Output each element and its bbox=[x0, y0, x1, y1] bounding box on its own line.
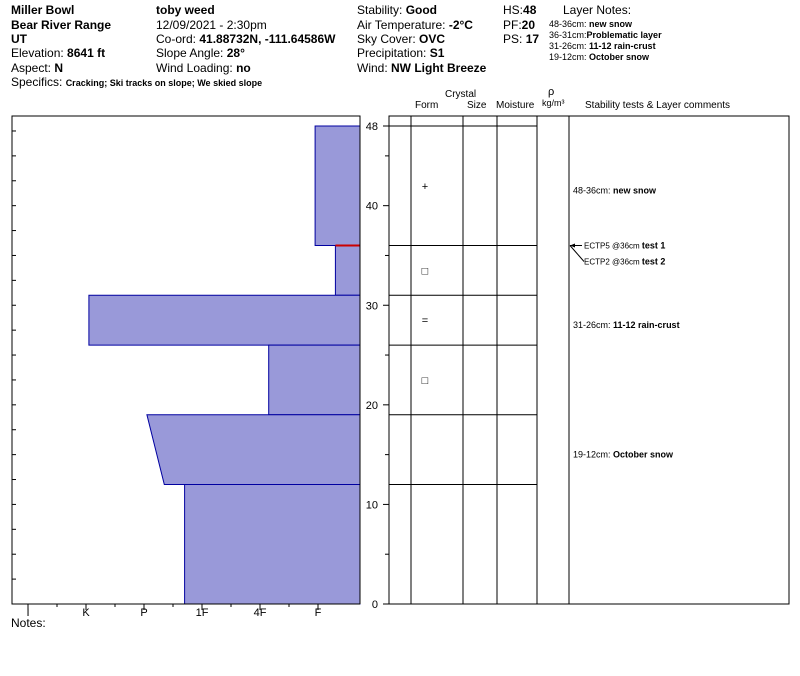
specifics-value: Cracking; Ski tracks on slope; We skied slope bbox=[65, 78, 263, 88]
hardness-tick-label: I bbox=[26, 607, 30, 619]
slope-value: 28° bbox=[226, 46, 245, 60]
notes-label: Notes: bbox=[11, 616, 46, 630]
height-tick-label: 0 bbox=[371, 599, 378, 611]
stability-value: Good bbox=[405, 3, 438, 17]
hardness-layer-bar bbox=[185, 485, 360, 605]
height-tick-label: 20 bbox=[365, 399, 378, 412]
hardness-tick-label: P bbox=[140, 607, 148, 619]
elevation-label: Elevation: bbox=[11, 46, 68, 60]
location-name: Miller Bowl bbox=[11, 3, 75, 17]
specifics-label: Specifics: bbox=[11, 75, 66, 89]
coord-value: 41.88732N, -111.64586W bbox=[199, 32, 336, 46]
hardness-layer-bar bbox=[335, 246, 360, 296]
grain-form-symbol: □ bbox=[421, 265, 429, 278]
wind-loading-value: no bbox=[236, 61, 251, 75]
layer-note-range: 31-26cm: bbox=[549, 41, 590, 51]
layer-note-range: 48-36cm: bbox=[549, 19, 590, 29]
sky-label: Sky Cover: bbox=[357, 32, 420, 46]
layer-comment-range: 48-36cm: bbox=[573, 185, 614, 196]
layer-comment bbox=[573, 450, 674, 460]
observer-name: toby weed bbox=[156, 3, 215, 17]
hs-label: HS: bbox=[503, 3, 524, 17]
sky-value: OVC bbox=[419, 32, 446, 46]
layer-notes-title: Layer Notes: bbox=[563, 3, 632, 17]
ps-label: PS: bbox=[503, 32, 526, 46]
air-temp-value: -2°C bbox=[448, 18, 473, 32]
stability-label: Stability: bbox=[357, 3, 406, 17]
layer-comment-text: new snow bbox=[613, 185, 657, 196]
stability-test-result: ECTP2 @36cm bbox=[584, 257, 642, 267]
hardness-tick-label: F bbox=[314, 607, 322, 619]
col-rho: ρ bbox=[548, 86, 555, 98]
col-density-unit: kg/m³ bbox=[542, 98, 565, 108]
layer-comment bbox=[573, 320, 680, 330]
precip-label: Precipitation: bbox=[357, 46, 430, 60]
pf-value: 20 bbox=[521, 18, 536, 32]
layer-note-range: 36-31cm: bbox=[549, 30, 587, 40]
grain-form-symbol: □ bbox=[421, 374, 429, 387]
layer-comment-range: 31-26cm: bbox=[573, 320, 614, 331]
state-name: UT bbox=[11, 32, 27, 46]
col-moisture: Moisture bbox=[496, 100, 535, 111]
wind-label: Wind: bbox=[357, 61, 392, 75]
stability-test bbox=[584, 241, 665, 251]
hardness-layer-bar bbox=[89, 295, 360, 345]
ps-value: 17 bbox=[525, 32, 540, 46]
hardness-layer-bar bbox=[269, 345, 360, 415]
hardness-tick-label: K bbox=[82, 607, 90, 619]
col-crystal: Crystal bbox=[445, 89, 477, 100]
layer-note-text: Problematic layer bbox=[586, 30, 662, 40]
hs-value: 48 bbox=[523, 3, 537, 17]
hardness-tick-label: 4F bbox=[253, 607, 267, 619]
stability-test-name: test 2 bbox=[641, 256, 666, 267]
height-tick-label: 48 bbox=[365, 121, 378, 133]
height-tick-label: 10 bbox=[365, 499, 378, 512]
layer-note-range: 19-12cm: bbox=[549, 52, 590, 62]
layer-note-text: 11-12 rain-crust bbox=[589, 41, 656, 51]
height-tick-label: 40 bbox=[365, 200, 378, 213]
layer-comment-text: October snow bbox=[613, 449, 674, 460]
hardness-layer-bar bbox=[315, 126, 360, 246]
slope-label: Slope Angle: bbox=[156, 46, 227, 60]
layer-note-text: October snow bbox=[589, 52, 650, 62]
col-form: Form bbox=[415, 100, 439, 111]
height-tick-label: 30 bbox=[365, 300, 378, 313]
stability-test-name: test 1 bbox=[641, 240, 666, 251]
pf-label: PF: bbox=[503, 18, 522, 32]
coord-label: Co-ord: bbox=[156, 32, 200, 46]
layer-comment-text: 11-12 rain-crust bbox=[613, 320, 680, 331]
stability-test bbox=[584, 257, 665, 267]
observation-datetime: 12/09/2021 - 2:30pm bbox=[156, 18, 267, 32]
wind-value: NW Light Breeze bbox=[391, 61, 487, 75]
layer-comment-range: 19-12cm: bbox=[573, 449, 614, 460]
wind-loading-label: Wind Loading: bbox=[156, 61, 237, 75]
air-temp-label: Air Temperature: bbox=[357, 18, 449, 32]
range-name: Bear River Range bbox=[11, 18, 112, 32]
test-pointer-line bbox=[570, 246, 584, 262]
hardness-tick-label: 1F bbox=[195, 607, 209, 619]
col-comments: Stability tests & Layer comments bbox=[585, 100, 731, 111]
layer-note-text: new snow bbox=[589, 19, 633, 29]
stability-test-result: ECTP5 @36cm bbox=[584, 241, 642, 251]
grain-form-symbol: + bbox=[421, 180, 429, 193]
precip-value: S1 bbox=[429, 46, 445, 60]
col-size: Size bbox=[467, 100, 487, 111]
grain-form-symbol: = bbox=[421, 315, 429, 328]
hardness-layer-bar bbox=[147, 415, 360, 485]
aspect-value: N bbox=[54, 61, 64, 75]
aspect-label: Aspect: bbox=[11, 61, 55, 75]
layer-comment bbox=[573, 186, 657, 196]
elevation-value: 8641 ft bbox=[67, 46, 106, 60]
